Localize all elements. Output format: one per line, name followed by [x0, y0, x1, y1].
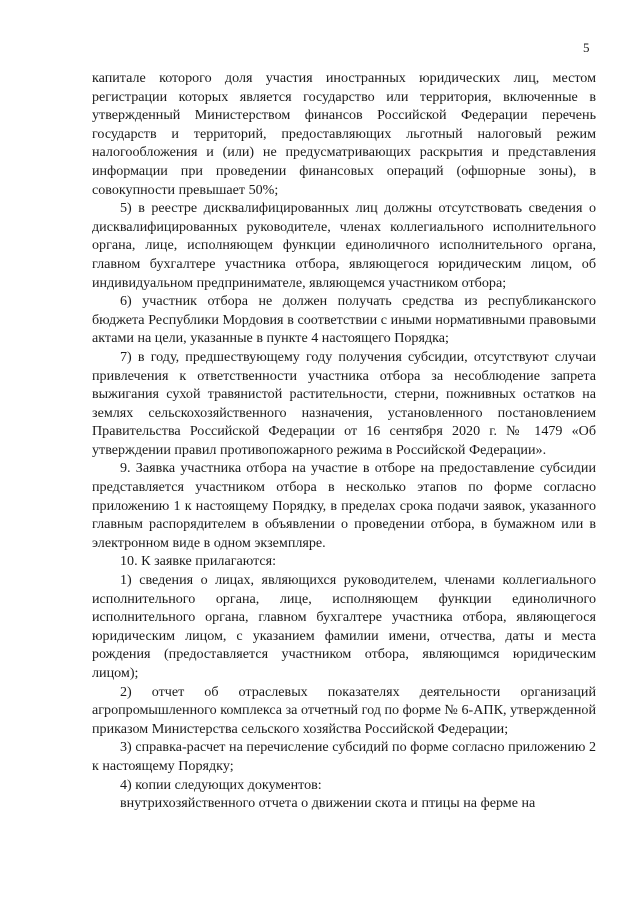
paragraph-clause-9: 9. Заявка участника отбора на участие в отборе на предоставление субсидии представляется участником отбора в несколько этапов по форме согласно приложению 1 к настоящему Порядку, в пределах срока подачи заявок, указанного главным распорядителем в объявлении о проведении отбора, в бумажном или в электронном виде в одном экземпляре.: [92, 460, 596, 551]
paragraph-attachment-4: 4) копии следующих документов:: [120, 776, 322, 793]
paragraph-item-5: 5) в реестре дисквалифицированных лиц должны отсутствовать сведения о дисквалифицированных руководителе, членах коллегиального исполнительного органа, лице, исполняющем функции единоличного исполнительного органа, главном бухгалтере участника отбора, являющегося юридическим лицом, об индивидуальном предпринимателе, являющемся участником отбора;: [92, 200, 596, 291]
paragraph-clause-10: 10. К заявке прилагаются:: [120, 553, 277, 570]
paragraph-item-7: 7) в году, предшествующему году получения субсидии, отсутствуют случаи привлечения к ответственности участника отбора за несоблюдение запрета выжигания сухой травянистой растительности, стерни, пожнивных остатков на землях сельскохозяйственного назначения, установленного постановлением Правительства Российской Федерации от 16 сентября 2020 г. № 1479 «Об утверждении правил противопожарного режима в Российской Федерации».: [92, 348, 596, 458]
paragraph-attachment-1: 1) сведения о лицах, являющихся руководителем, членами коллегиального исполнительного органа, лице, исполняющем функции единоличного исполнительного органа, главном бухгалтере участника отбора, являющегося юридическим лицом, с указанием фамилии имени, отчества, даты и места рождения (предоставляется участником отбора, являющимся юридическим лицом);: [92, 572, 596, 681]
paragraph-attachment-3: 3) справка-расчет на перечисление субсидий по форме согласно приложению 2 к настоящему Порядку;: [92, 739, 596, 774]
document-body: [92, 69, 596, 813]
page-number: 5: [583, 40, 590, 55]
paragraph-attachment-4-continuation: внутрихозяйственного отчета о движении скота и птицы на ферме на: [120, 795, 536, 812]
paragraph-item-6: 6) участник отбора не должен получать средства из республиканского бюджета Республики Мордовия в соответствии с иными нормативными правовыми актами на цели, указанные в пункте 4 настоящего Порядка;: [92, 293, 596, 347]
paragraph-attachment-2: 2) отчет об отраслевых показателях деятельности организаций агропромышленного комплекса за отчетный год по форме № 6-АПК, утвержденной приказом Министерства сельского хозяйства Российской Федерации;: [92, 683, 596, 737]
paragraph-continuation: капитале которого доля участия иностранных юридических лиц, местом регистрации которых является государство или территория, включенные в утвержденный Министерством финансов Российской Федерации перечень государств и территорий, предоставляющих льготный налоговый режим налогообложения и (или) не предусматривающих раскрытия и представления информации при проведении финансовых операций (офшорные зоны), в совокупности превышает 50%;: [92, 70, 596, 198]
